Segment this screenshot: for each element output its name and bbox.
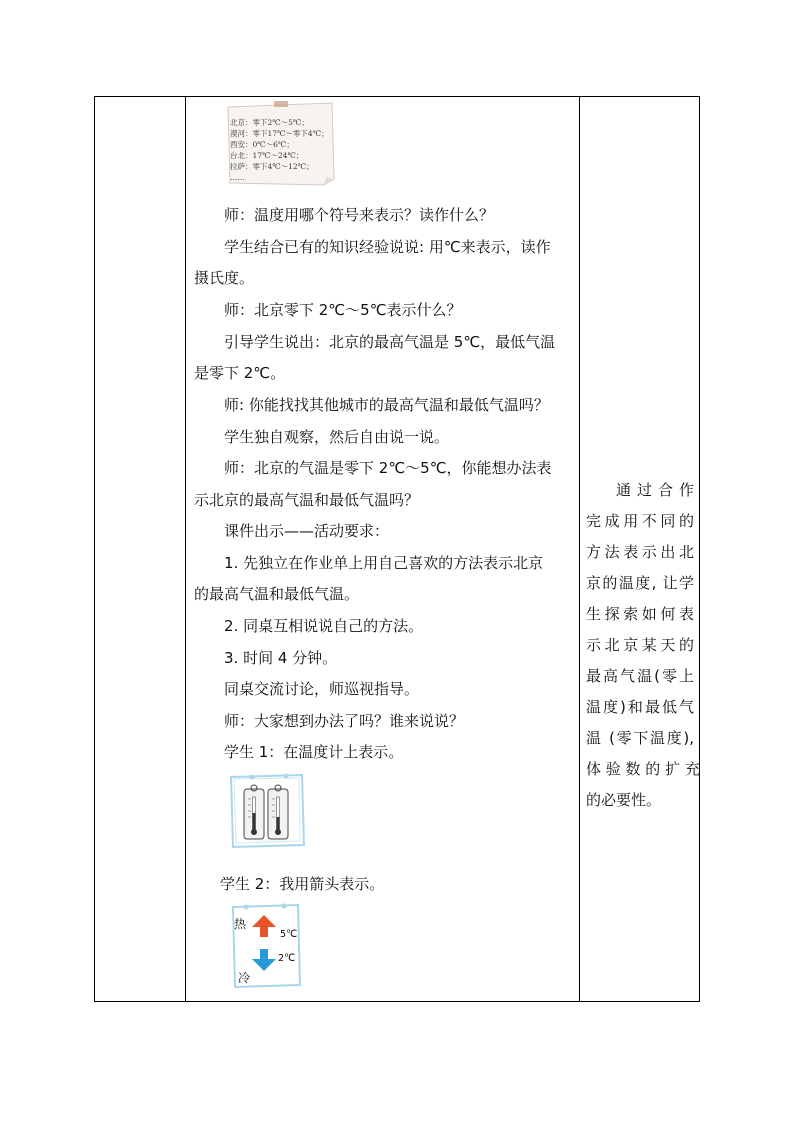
paragraph: 示北京的最高气温和最低气温吗？ bbox=[194, 491, 420, 509]
paragraph: 学生 2：我用箭头表示。 bbox=[220, 875, 385, 893]
thermometer-card bbox=[228, 773, 306, 849]
paragraph: 2. 同桌互相说说自己的方法。 bbox=[224, 617, 424, 635]
hot-label: 热 bbox=[234, 917, 247, 931]
paragraph: 师：北京零下 2℃～5℃表示什么？ bbox=[224, 301, 462, 319]
city-temperature-note-card bbox=[224, 101, 338, 187]
high-temp-label: 5℃ bbox=[280, 929, 298, 940]
paragraph: 3. 时间 4 分钟。 bbox=[224, 649, 338, 667]
design-intent-text bbox=[586, 475, 700, 816]
intent-line: 完成用不同的 bbox=[586, 512, 694, 530]
intent-line: 最高气温(零上 bbox=[586, 667, 694, 685]
paragraph: 学生 1：在温度计上表示。 bbox=[224, 743, 404, 761]
paragraph: 是零下 2℃。 bbox=[194, 364, 286, 382]
intent-line: 通 过 合 作 bbox=[616, 481, 694, 499]
intent-line: 京的温度, 让学 bbox=[586, 574, 694, 592]
paragraph: 的最高气温和最低气温。 bbox=[194, 585, 360, 603]
paragraph: 师：大家想到办法了吗？谁来说说？ bbox=[224, 712, 465, 730]
intent-line: 体 验 数 的 扩 充 bbox=[586, 760, 700, 778]
note-line: 台北：17℃～24℃； bbox=[230, 151, 304, 160]
paragraph: 师：北京的气温是零下 2℃～5℃，你能想办法表 bbox=[224, 459, 552, 477]
intent-line: 的必要性。 bbox=[586, 791, 662, 809]
paragraph: 摄氏度。 bbox=[194, 269, 255, 287]
paragraph: 课件出示——活动要求： bbox=[224, 522, 390, 540]
process-column bbox=[186, 97, 579, 1001]
design-intent-column bbox=[580, 97, 700, 1001]
low-temp-label: 2℃ bbox=[278, 953, 296, 964]
intent-line: 示北京某天的 bbox=[586, 636, 694, 654]
note-line: 拉萨：零下4℃～12℃； bbox=[230, 162, 314, 171]
intent-line: 温 (零下温度), bbox=[586, 729, 694, 747]
paragraph: 师：温度用哪个符号来表示？读作什么？ bbox=[224, 206, 495, 224]
paragraph: 师: 你能找找其他城市的最高气温和最低气温吗？ bbox=[224, 396, 549, 414]
paragraph: 学生独自观察，然后自由说一说。 bbox=[224, 428, 450, 446]
lesson-table bbox=[94, 96, 700, 1002]
thermometer-icon bbox=[228, 773, 306, 849]
cold-label: 冷 bbox=[238, 971, 251, 985]
paragraph: 同桌交流讨论，师巡视指导。 bbox=[224, 680, 420, 698]
arrow-card bbox=[230, 903, 302, 989]
paragraph: 学生结合已有的知识经验说说: 用℃来表示，读作 bbox=[224, 238, 551, 256]
intent-line: 生探索如何表 bbox=[586, 605, 694, 623]
paragraph: 1. 先独立在作业单上用自己喜欢的方法表示北京 bbox=[224, 554, 544, 572]
intent-line: 方法表示出北 bbox=[586, 543, 694, 561]
note-lines bbox=[230, 117, 329, 183]
note-line: 北京：零下2℃～5℃； bbox=[230, 118, 309, 127]
note-line: 漠河：零下17℃～零下4℃； bbox=[230, 129, 329, 138]
note-line: 西安：0℃～6℃； bbox=[230, 140, 294, 149]
paragraph: 引导学生说出：北京的最高气温是 5℃，最低气温 bbox=[224, 333, 556, 351]
intent-line: 温度)和最低气 bbox=[586, 698, 694, 716]
note-line: …… bbox=[230, 173, 245, 182]
